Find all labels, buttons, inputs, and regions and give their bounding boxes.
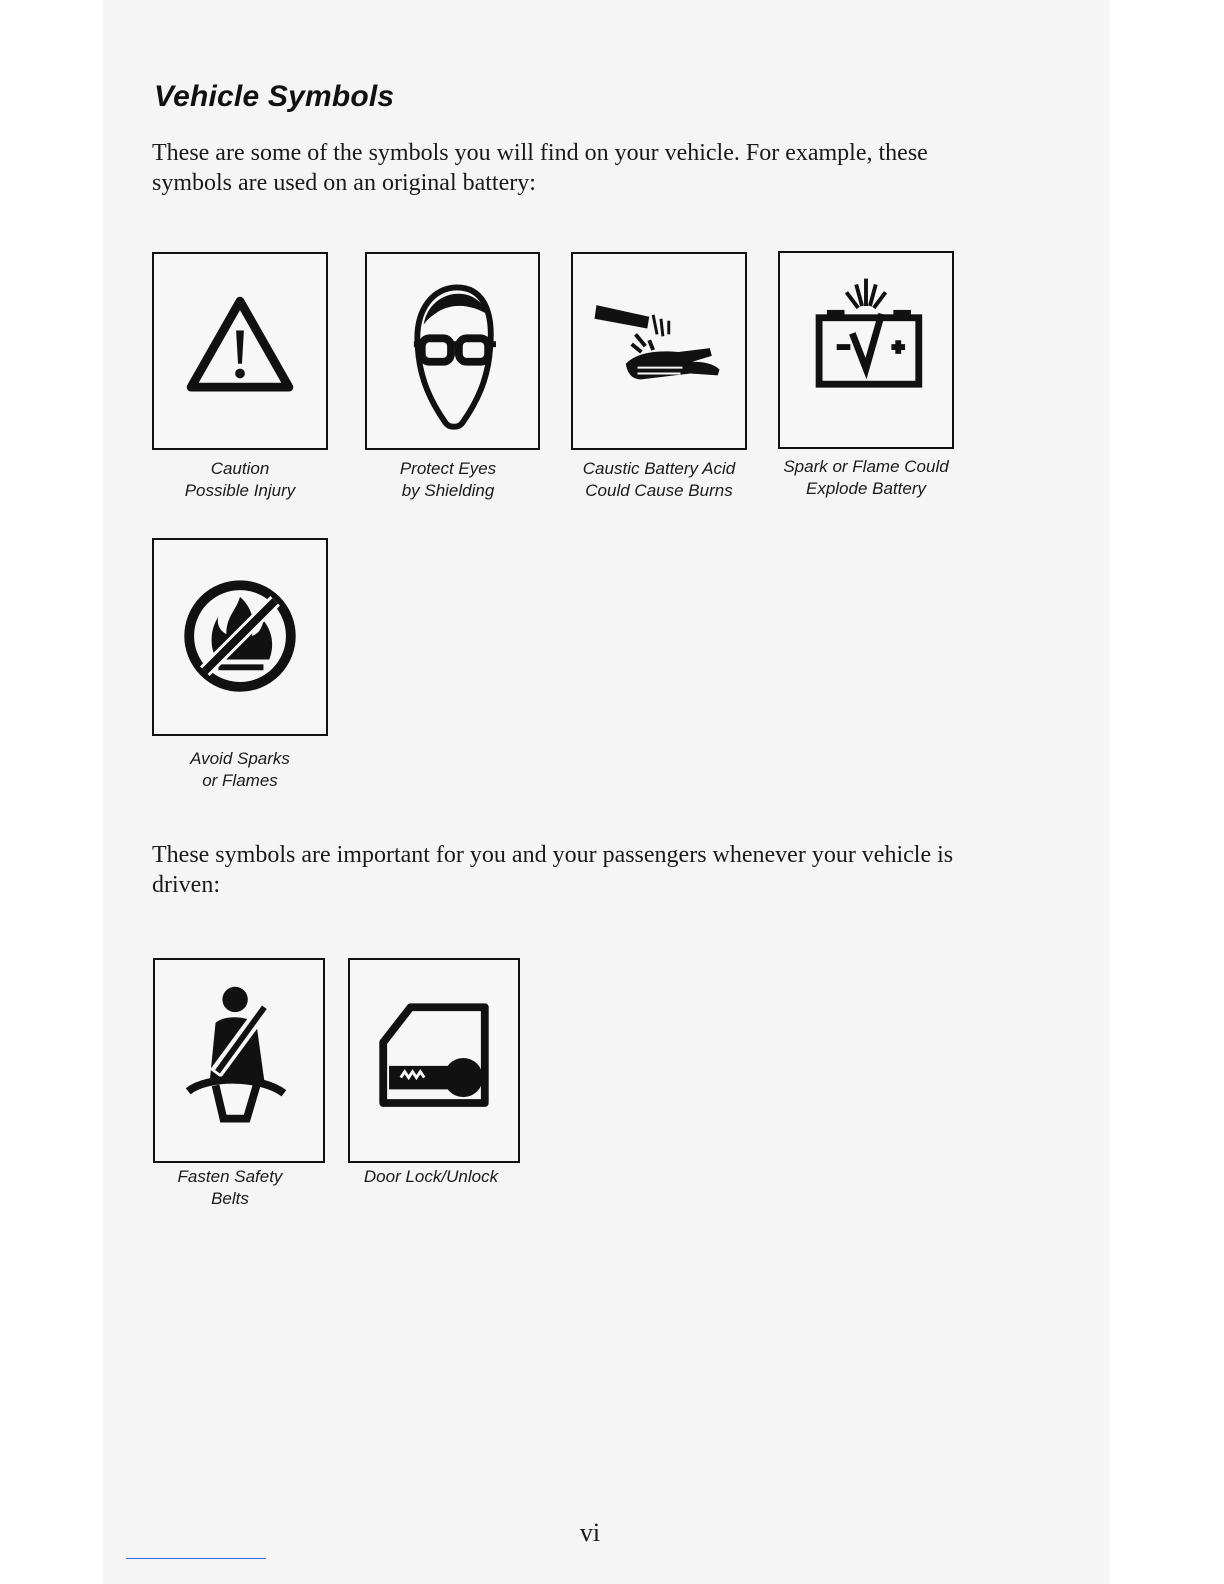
protect-eyes-symbol-box bbox=[365, 252, 540, 450]
door-lock-symbol-box bbox=[348, 958, 520, 1163]
caution-triangle-icon bbox=[154, 254, 326, 448]
spark-battery-caption: Spark or Flame Could Explode Battery bbox=[783, 457, 949, 498]
caustic-acid-icon bbox=[573, 254, 745, 448]
caution-caption: Caution Possible Injury bbox=[184, 459, 296, 500]
seat-belt-icon bbox=[155, 960, 323, 1161]
spark-battery-icon bbox=[780, 253, 952, 447]
driving-paragraph: These symbols are important for you and your passengers whenever your vehicle is driven: bbox=[152, 842, 954, 898]
seat-belt-symbol-box bbox=[153, 958, 325, 1163]
caustic-acid-caption: Caustic Battery Acid Could Cause Burns bbox=[582, 459, 736, 500]
footer-rule bbox=[126, 1558, 266, 1559]
no-flame-icon bbox=[154, 540, 326, 734]
door-lock-icon bbox=[350, 960, 518, 1161]
protect-eyes-caption: Protect Eyes by Shielding bbox=[399, 459, 497, 500]
page-number: vi bbox=[579, 1518, 601, 1547]
no-flame-caption: Avoid Sparks or Flames bbox=[190, 749, 290, 790]
door-lock-caption: Door Lock/Unlock bbox=[363, 1167, 499, 1186]
page-title: Vehicle Symbols bbox=[154, 80, 395, 113]
manual-page bbox=[103, 0, 1110, 1584]
no-flame-symbol-box bbox=[152, 538, 328, 736]
caution-symbol-box bbox=[152, 252, 328, 450]
protect-eyes-icon bbox=[367, 254, 538, 448]
seat-belt-caption: Fasten Safety Belts bbox=[177, 1167, 283, 1208]
spark-battery-symbol-box bbox=[778, 251, 954, 449]
caustic-acid-symbol-box bbox=[571, 252, 747, 450]
intro-paragraph: These are some of the symbols you will find on your vehicle. For example, these symbols are used on an original battery: bbox=[152, 140, 928, 196]
